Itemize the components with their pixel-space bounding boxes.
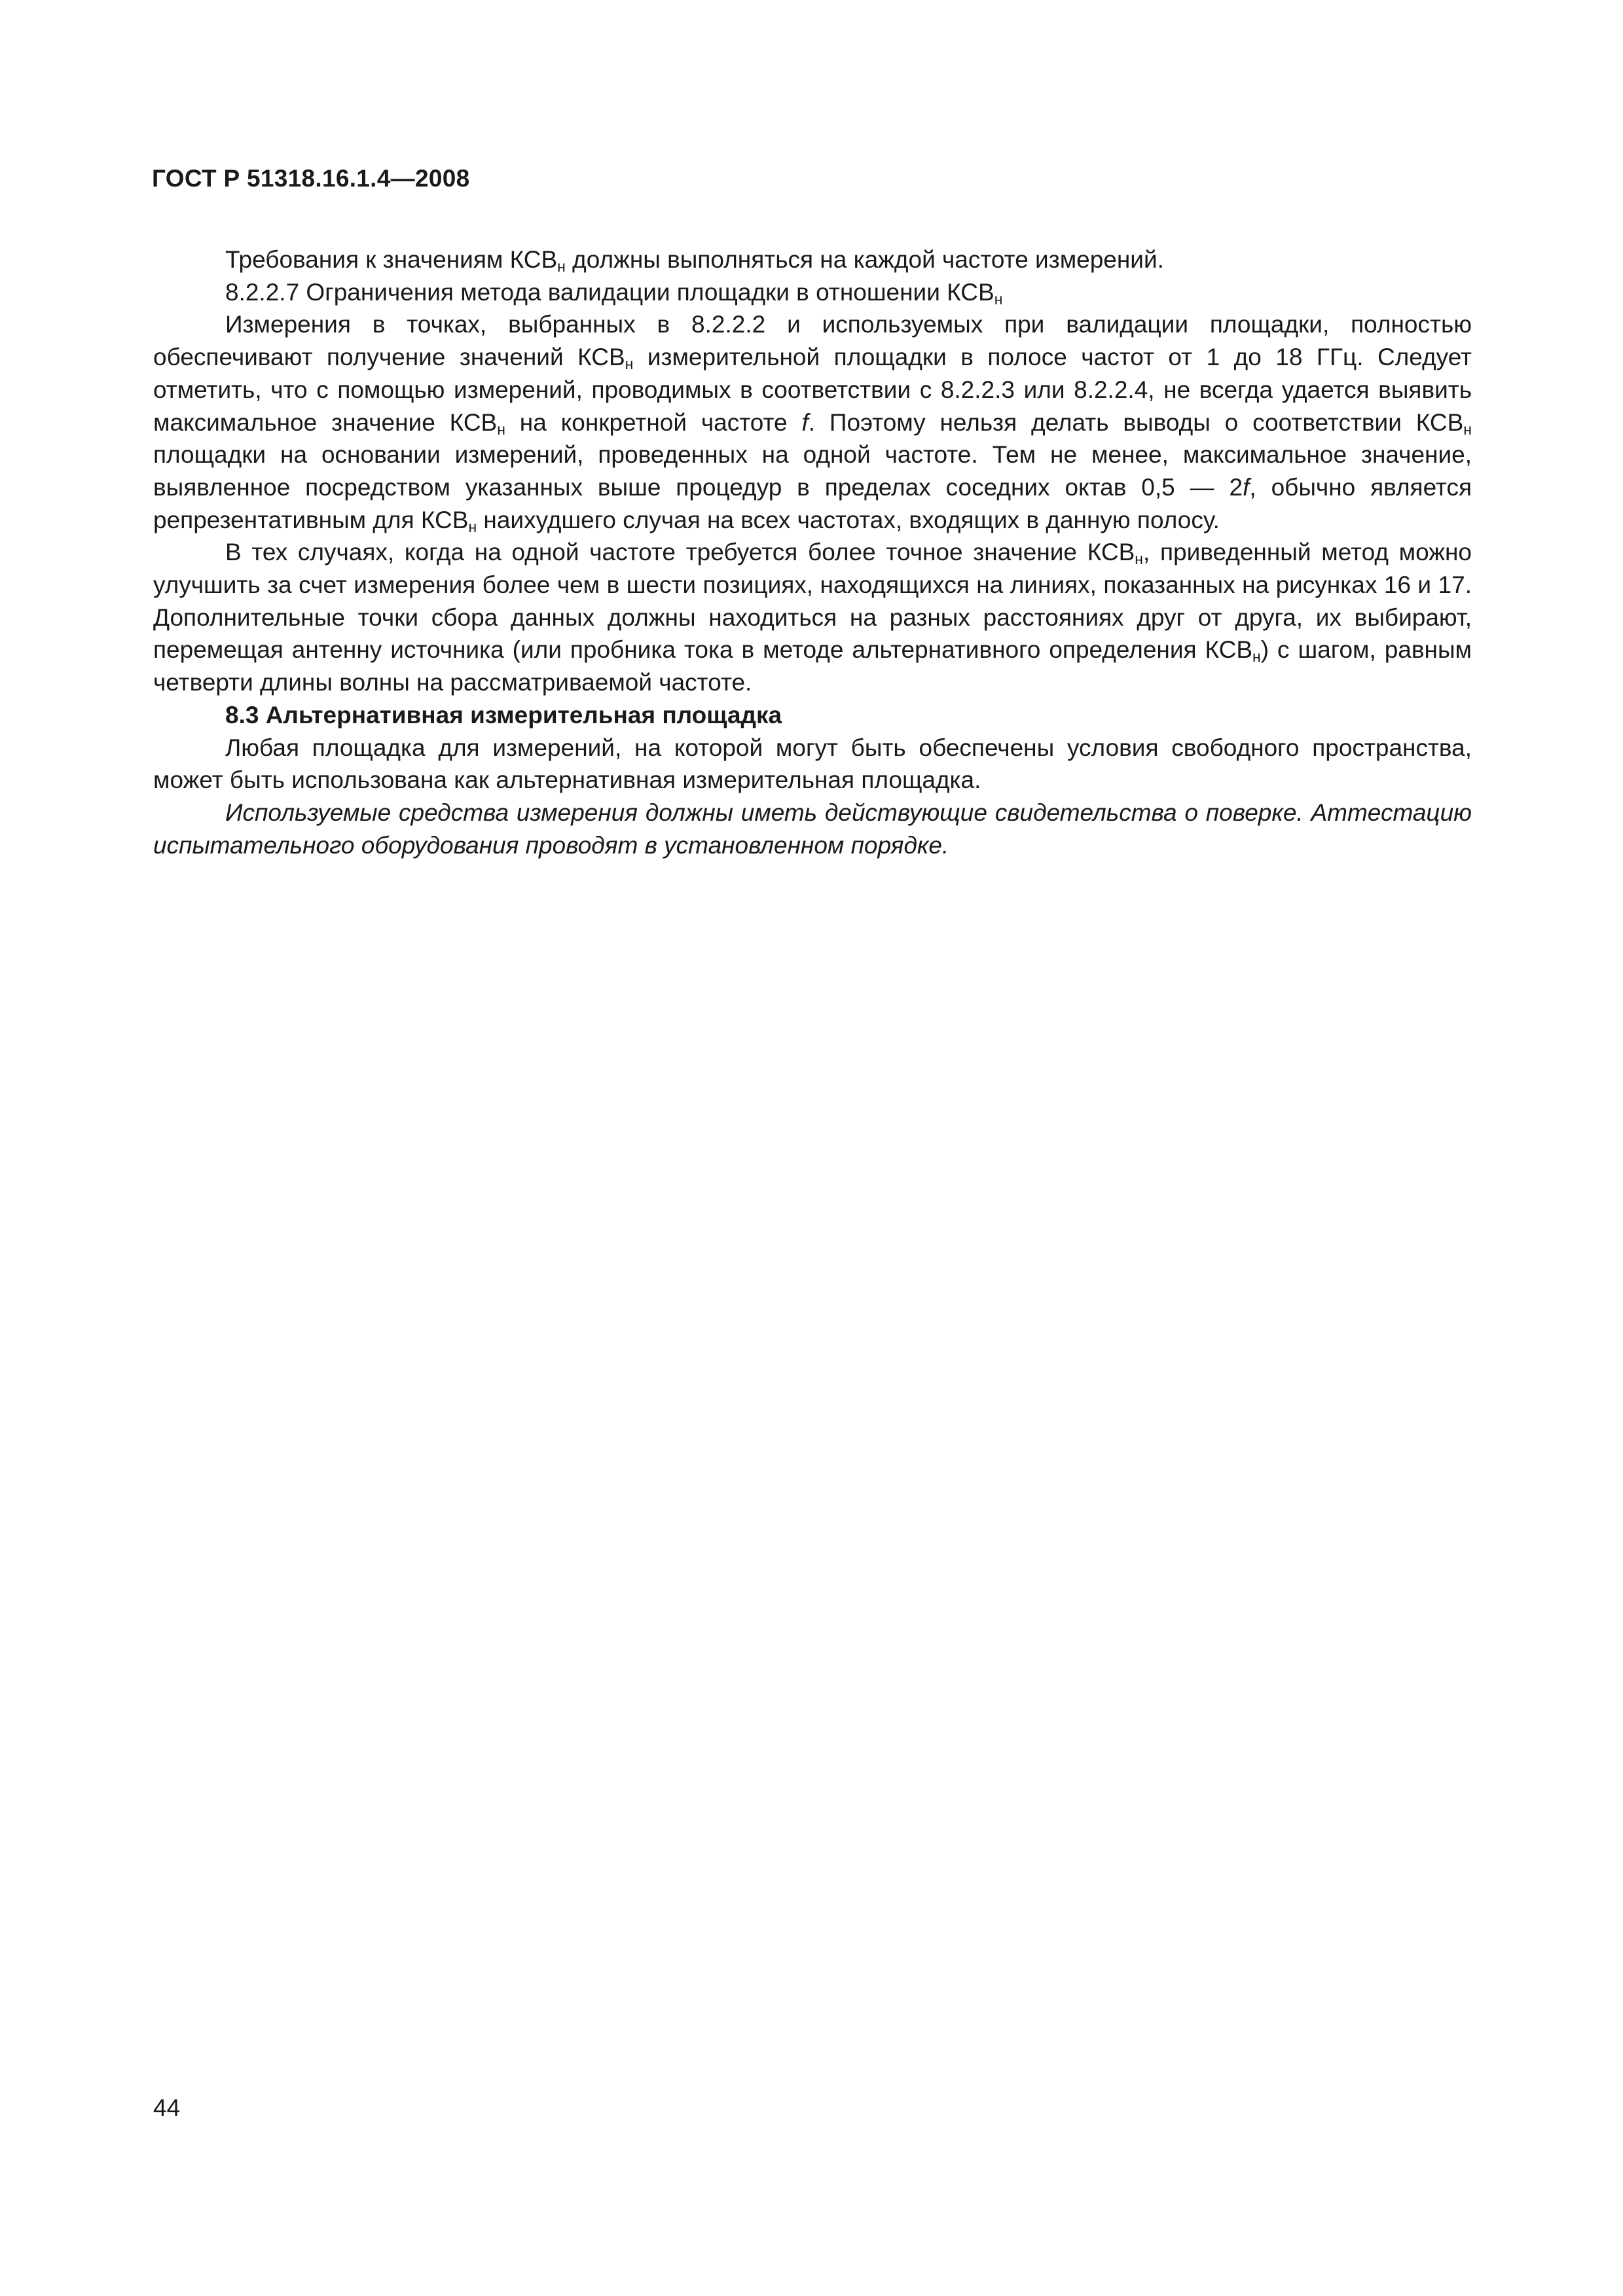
- paragraph-improved-method: В тех случаях, когда на одной частоте требуется более точное значение $КСВ_н$, приведенный метод можно улучшить за счет измерения более чем в шести позициях, находящихся на линиях, показанных на рисунках 16 и 17. Дополнительные точки сбора данных должны находиться на разных расстояниях друг от друга, их выбирают, перемещая антенну источника (или пробника тока в методе альтернативного определения $КСВ_н$) с шагом, равным четверти длины волны на рассматриваемой частоте.: [153, 539, 1472, 696]
- page-number: 44: [153, 2094, 181, 2121]
- document-body: [153, 243, 1472, 861]
- paragraph-measurement-points: Измерения в точках, выбранных в 8.2.2.2 и используемых при валидации площадки, полностью обеспечивают получение значений $КСВ_н$ измерительной площадки в полосе частот от 1 до 18 ГГц. Следует отметить, что с помощью измерений, проводимых в соответствии с 8.2.2.3 или 8.2.2.4, не всегда удается выявить максимальное значение $КСВ_н$ на конкретной частоте f. Поэтому нельзя делать выводы о соответствии $КСВ_н$ площадки на основании измерений, проведенных на одной частоте. Тем не менее, максимальное значение, выявленное посредством указанных выше процедур в пределах соседних октав 0,5 — 2f, обычно является репрезентативным для $КСВ_н$ наихудшего случая на всех частотах, входящих в данную полосу.: [153, 311, 1472, 535]
- section-8-3-heading: 8.3 Альтернативная измерительная площадка: [225, 701, 782, 728]
- paragraph-alternative-site: Любая площадка для измерений, на которой могут быть обеспечены условия свободного пространства, может быть использована как альтернативная измерительная площадка.: [153, 734, 1472, 794]
- document-code-header: ГОСТ Р 51318.16.1.4—2008: [152, 165, 470, 192]
- paragraph-calibration-note: Используемые средства измерения должны иметь действующие свидетельства о поверке. Аттестацию испытательного оборудования проводят в установленном порядке.: [153, 798, 1472, 859]
- clause-8-2-2-7-heading: 8.2.2.7 Ограничения метода валидации площадки в отношении $КСВ_н$: [225, 278, 1003, 308]
- paragraph-vswr-requirements: Требования к значениям $КСВ_н$ должны выполняться на каждой частоте измерений.: [225, 246, 1164, 275]
